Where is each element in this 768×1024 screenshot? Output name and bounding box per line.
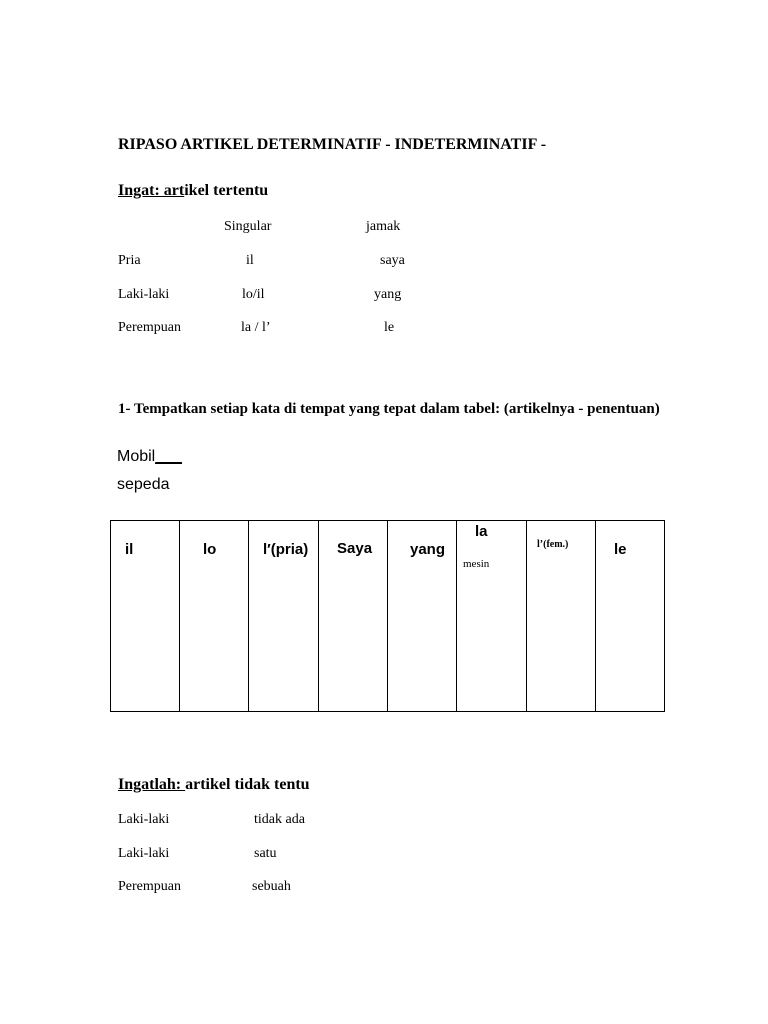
indefinite-row-value: sebuah: [252, 879, 291, 894]
table-cell-l-pria: [249, 521, 319, 712]
definite-row-singular: lo/il: [242, 287, 265, 302]
indefinite-heading-underlined: Ingatlah:: [118, 776, 186, 793]
table-subtext: mesin: [463, 558, 490, 570]
definite-heading-rest: ikel tertentu: [184, 182, 269, 199]
table-cell-lo: [180, 521, 249, 712]
table-header: l’(fem.): [537, 539, 569, 550]
table-cell-l-fem: [527, 521, 596, 712]
indefinite-row-value: satu: [254, 846, 277, 861]
article-table: [110, 520, 665, 712]
indefinite-heading: [118, 776, 310, 794]
exercise-word-2: sepeda: [117, 476, 170, 493]
table-cell-il: [111, 521, 180, 712]
col-plural-label: jamak: [366, 219, 401, 234]
table-header: il: [125, 541, 134, 558]
table-header: yang: [410, 541, 446, 558]
definite-row-label: Perempuan: [118, 320, 181, 335]
table-header: lo: [203, 541, 217, 558]
table-cell-yang: [388, 521, 457, 712]
definite-row-plural: saya: [380, 253, 405, 268]
table-cell-le: [596, 521, 665, 712]
word-1-blank: ___: [155, 448, 182, 465]
page-title: RIPASO ARTIKEL DETERMINATIF - INDETERMINATIF -: [118, 136, 547, 153]
col-singular-label: Singular: [224, 219, 272, 234]
definite-row-singular: la / l’: [241, 320, 271, 335]
indefinite-row-label: Laki-laki: [118, 812, 170, 827]
indefinite-row-label: Laki-laki: [118, 846, 170, 861]
definite-heading-underlined: Ingat: art: [118, 182, 185, 199]
definite-row-singular: il: [246, 253, 254, 268]
indefinite-heading-rest: artikel tidak tentu: [185, 776, 310, 793]
table-header: Saya: [337, 540, 373, 557]
definite-row-label: Pria: [118, 253, 141, 268]
table-header: la: [475, 523, 488, 540]
definite-row-label: Laki-laki: [118, 287, 170, 302]
table-header: l′(pria): [263, 541, 309, 558]
definite-row-plural: le: [384, 320, 395, 335]
table-header: le: [614, 541, 627, 558]
indefinite-row-value: tidak ada: [254, 812, 305, 827]
exercise-instruction: 1- Tempatkan setiap kata di tempat yang tepat dalam tabel: (artikelnya - penentuan): [118, 401, 660, 417]
table-cell-saya: [319, 521, 388, 712]
exercise-word-1: [117, 448, 182, 466]
definite-row-plural: yang: [374, 287, 402, 302]
indefinite-row-label: Perempuan: [118, 879, 181, 894]
table-cell-la: [457, 521, 527, 712]
definite-heading: [118, 182, 268, 200]
table-row: [111, 521, 665, 712]
word-1-label: Mobil: [117, 448, 156, 465]
